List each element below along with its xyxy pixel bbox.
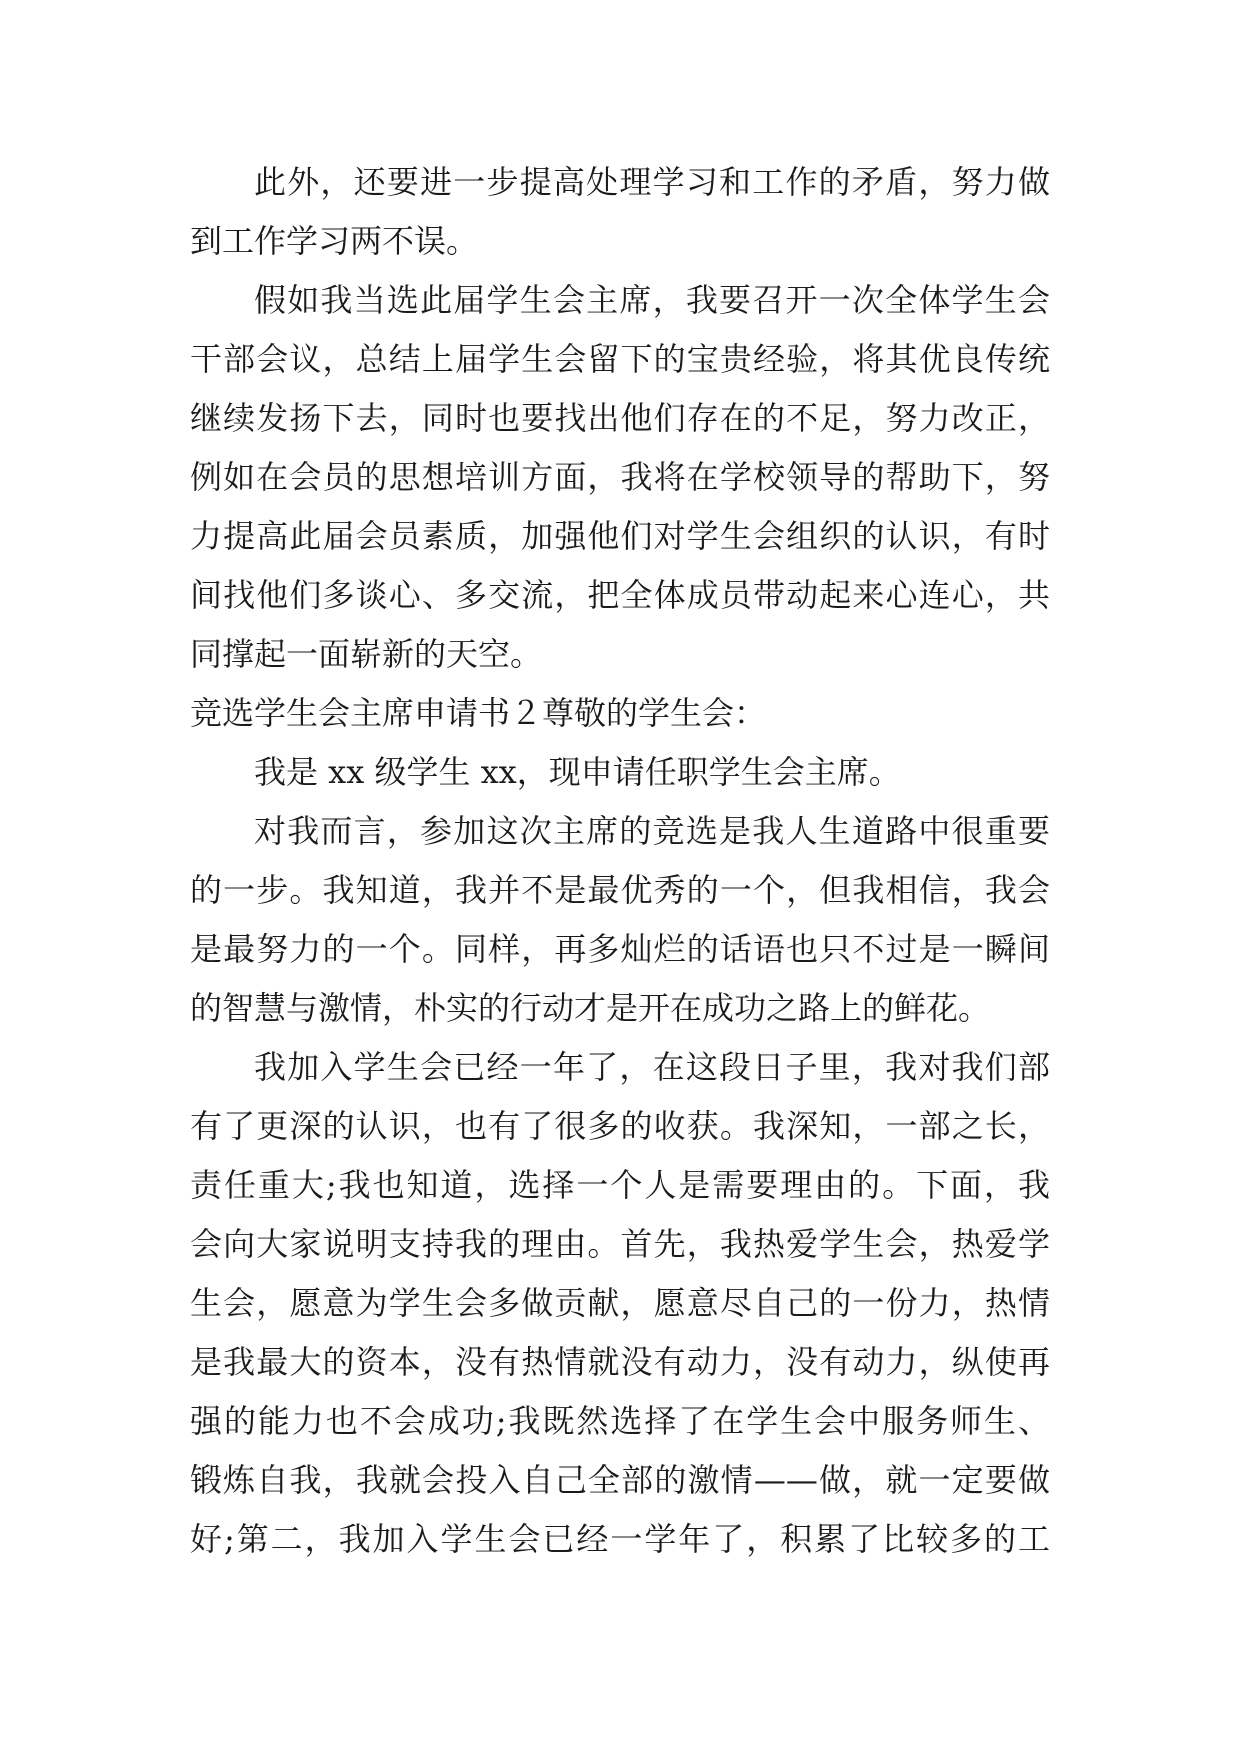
paragraph-line: 我加入学生会已经一年了，在这段日子里，我对我们部 bbox=[254, 1048, 1050, 1086]
paragraph-line: 责任重大;我也知道，选择一个人是需要理由的。下面，我 bbox=[190, 1166, 1050, 1204]
paragraph-line: 是最努力的一个。同样，再多灿烂的话语也只不过是一瞬间 bbox=[190, 930, 1050, 968]
paragraph-line: 同撑起一面崭新的天空。 bbox=[190, 635, 543, 673]
paragraph-line: 此外，还要进一步提高处理学习和工作的矛盾，努力做 bbox=[254, 163, 1050, 201]
paragraph-line: 我是 xx 级学生 xx，现申请任职学生会主席。 bbox=[254, 753, 901, 791]
paragraph-line: 例如在会员的思想培训方面，我将在学校领导的帮助下，努 bbox=[190, 458, 1050, 496]
paragraph-line: 是我最大的资本，没有热情就没有动力，没有动力，纵使再 bbox=[190, 1343, 1050, 1381]
paragraph-line: 的智慧与激情，朴实的行动才是开在成功之路上的鲜花。 bbox=[190, 989, 991, 1027]
paragraph-line: 干部会议，总结上届学生会留下的宝贵经验，将其优良传统 bbox=[190, 340, 1050, 378]
paragraph-line: 对我而言，参加这次主席的竞选是我人生道路中很重要 bbox=[254, 812, 1050, 850]
paragraph-line: 的一步。我知道，我并不是最优秀的一个，但我相信，我会 bbox=[190, 871, 1050, 909]
paragraph-line: 继续发扬下去，同时也要找出他们存在的不足，努力改正， bbox=[190, 399, 1050, 437]
section-heading: 竞选学生会主席申请书２尊敬的学生会： bbox=[190, 694, 767, 732]
paragraph-line: 会向大家说明支持我的理由。首先，我热爱学生会，热爱学 bbox=[190, 1225, 1050, 1263]
paragraph-line: 假如我当选此届学生会主席，我要召开一次全体学生会 bbox=[254, 281, 1050, 319]
paragraph-line: 力提高此届会员素质，加强他们对学生会组织的认识，有时 bbox=[190, 517, 1050, 555]
paragraph-line: 好;第二，我加入学生会已经一学年了，积累了比较多的工 bbox=[190, 1520, 1050, 1558]
paragraph-line: 到工作学习两不误。 bbox=[190, 222, 479, 260]
paragraph-line: 锻炼自我，我就会投入自己全部的激情——做，就一定要做 bbox=[190, 1461, 1050, 1499]
paragraph-line: 强的能力也不会成功;我既然选择了在学生会中服务师生、 bbox=[190, 1402, 1050, 1440]
paragraph-line: 生会，愿意为学生会多做贡献，愿意尽自己的一份力，热情 bbox=[190, 1284, 1050, 1322]
paragraph-line: 间找他们多谈心、多交流，把全体成员带动起来心连心，共 bbox=[190, 576, 1050, 614]
paragraph-line: 有了更深的认识，也有了很多的收获。我深知，一部之长， bbox=[190, 1107, 1050, 1145]
